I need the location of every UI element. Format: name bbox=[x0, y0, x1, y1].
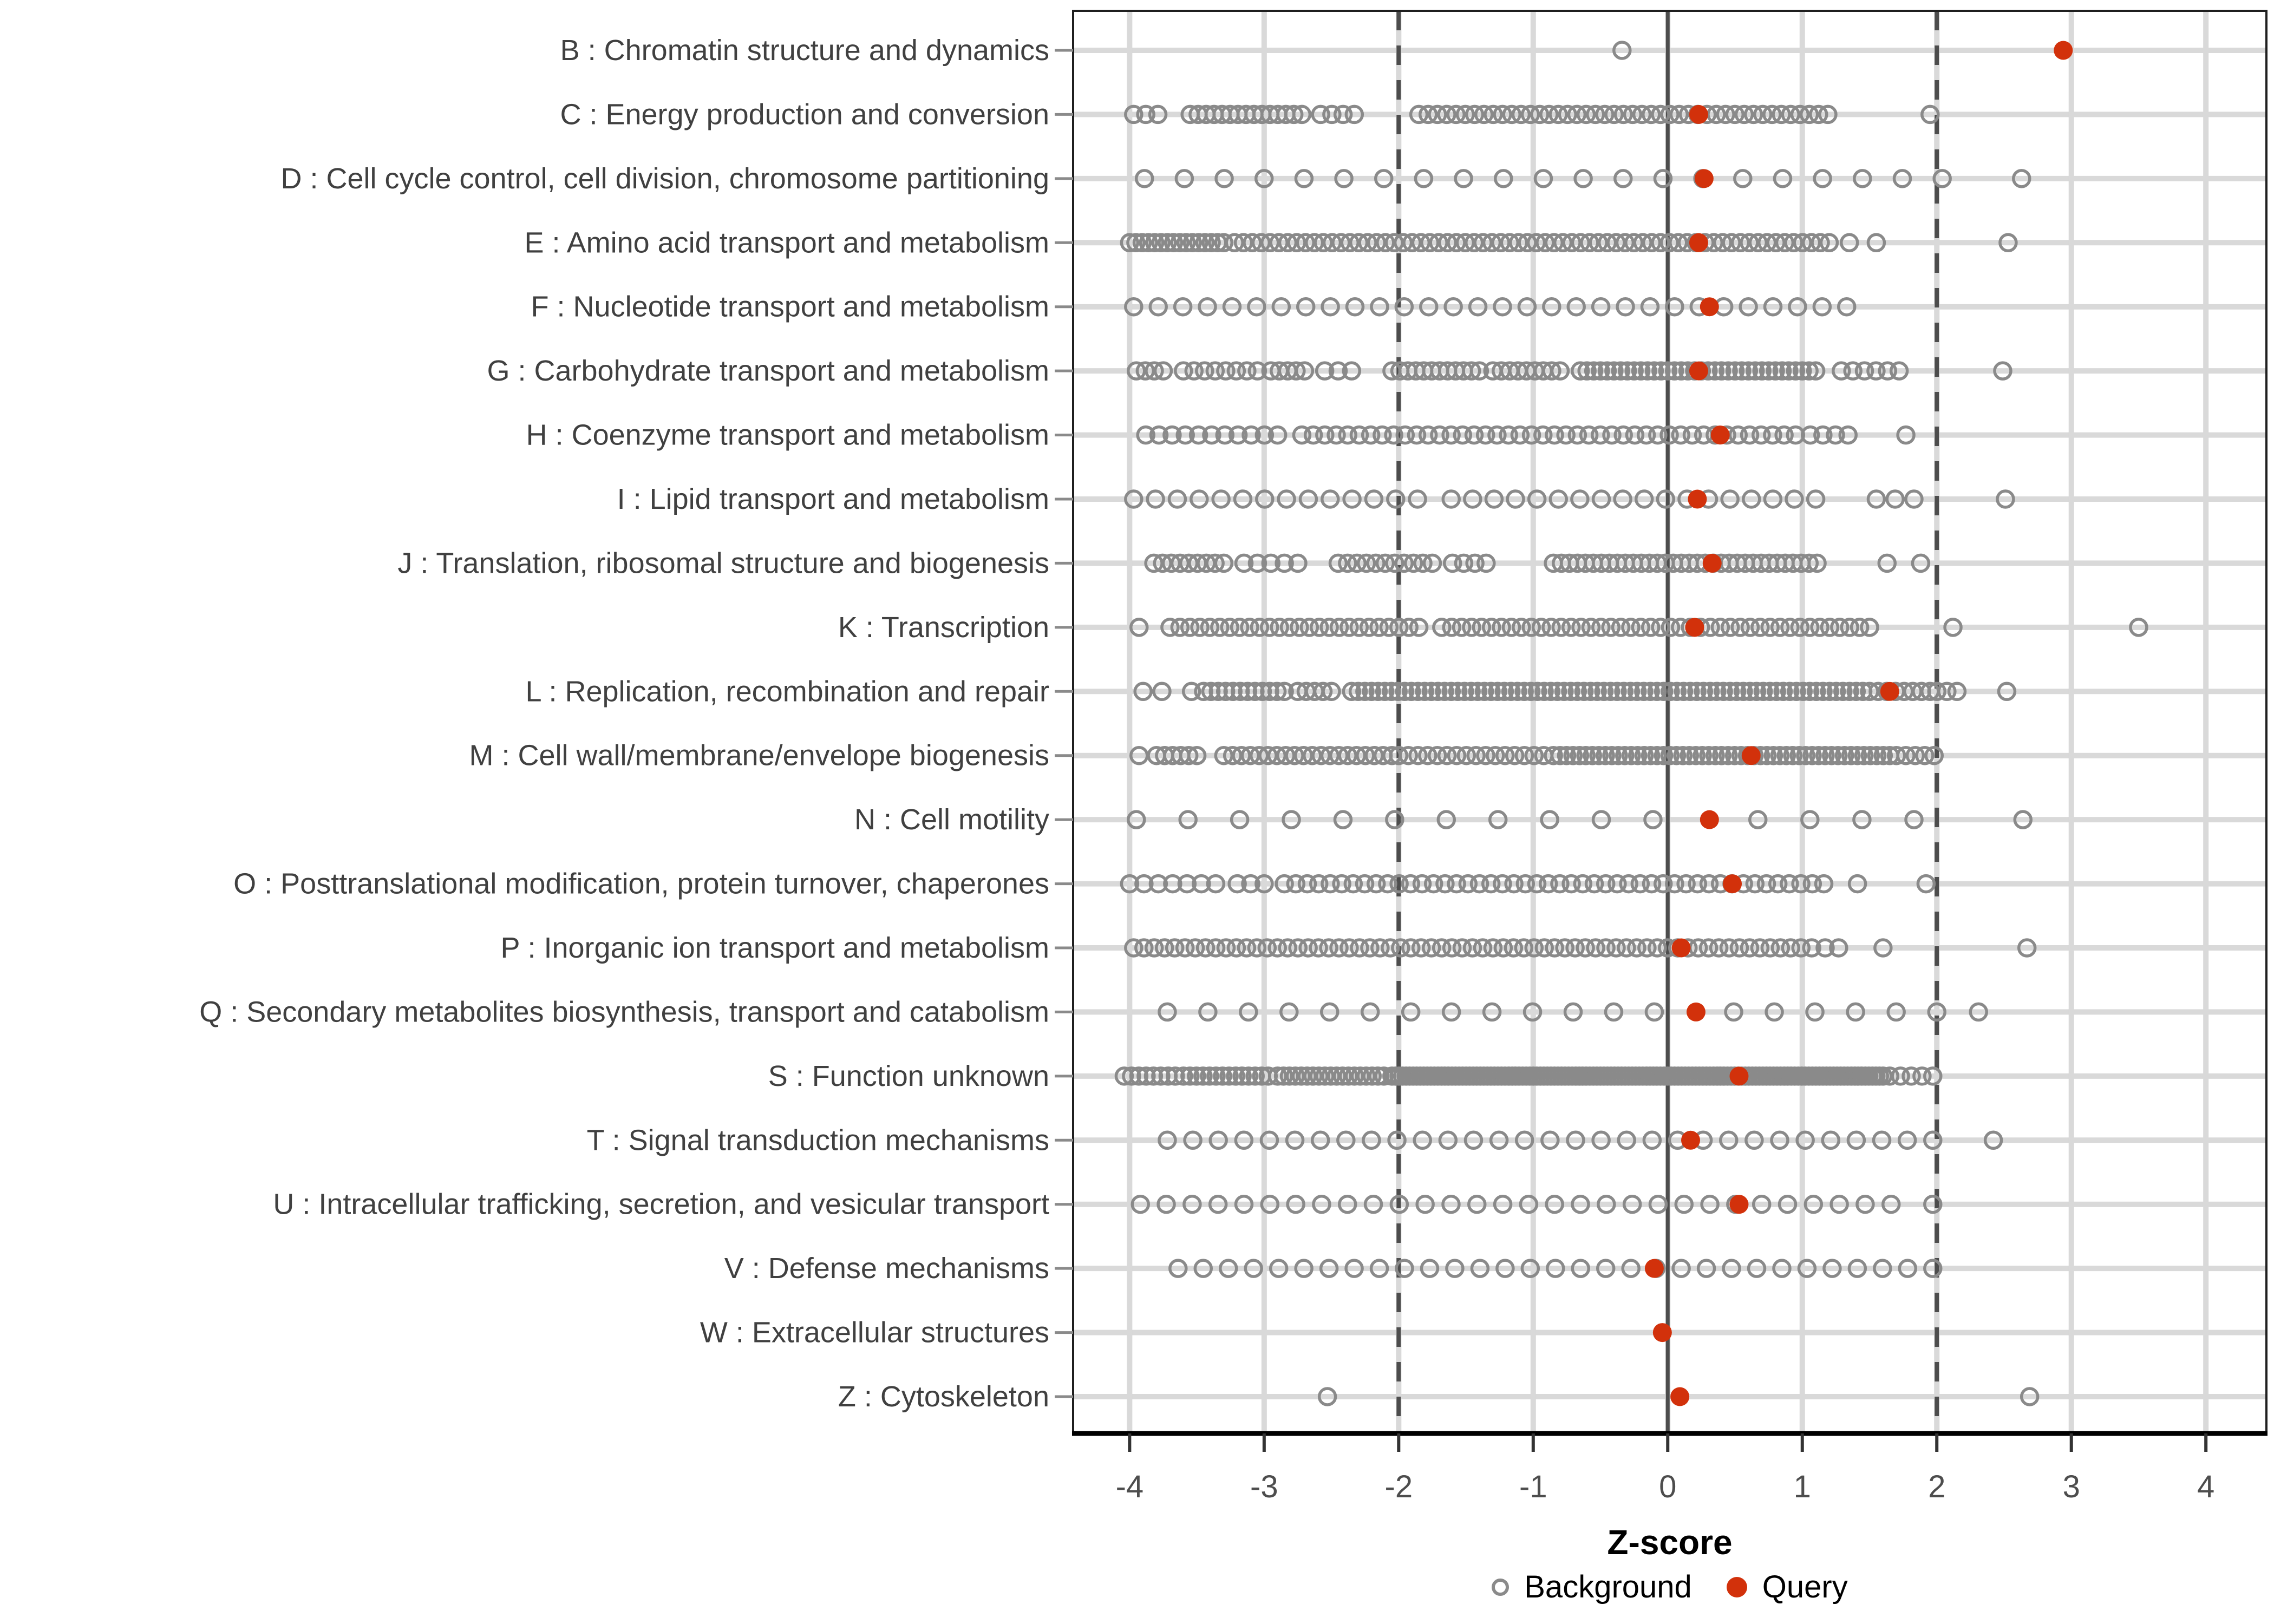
x-tick-label: -3 bbox=[1250, 1469, 1278, 1504]
query-point bbox=[1723, 874, 1742, 893]
category-label: I : Lipid transport and metabolism bbox=[617, 483, 1049, 515]
category-label: J : Translation, ribosomal structure and biogenesis bbox=[397, 547, 1049, 580]
query-point bbox=[1689, 233, 1708, 252]
x-tick-label: 2 bbox=[1928, 1469, 1946, 1504]
query-point bbox=[1685, 618, 1704, 637]
query-point bbox=[1700, 810, 1719, 829]
query-point bbox=[1670, 1387, 1689, 1406]
category-label: K : Transcription bbox=[838, 611, 1049, 644]
query-point bbox=[1700, 297, 1719, 316]
open-circle-icon bbox=[1492, 1579, 1509, 1596]
x-axis-title: Z-score bbox=[1607, 1523, 1733, 1562]
x-tick-label: -1 bbox=[1519, 1469, 1547, 1504]
category-label: E : Amino acid transport and metabolism bbox=[524, 226, 1049, 259]
query-point bbox=[1703, 554, 1722, 573]
category-label: P : Inorganic ion transport and metabolism bbox=[500, 932, 1049, 964]
query-point bbox=[1742, 746, 1761, 765]
query-point bbox=[1880, 682, 1899, 701]
query-point bbox=[1689, 105, 1708, 124]
category-label: C : Energy production and conversion bbox=[560, 98, 1049, 131]
x-tick-label: 3 bbox=[2062, 1469, 2080, 1504]
x-tick-label: 1 bbox=[1793, 1469, 1811, 1504]
legend-label-background: Background bbox=[1524, 1569, 1692, 1605]
category-label: Z : Cytoskeleton bbox=[838, 1380, 1049, 1413]
query-point bbox=[1711, 425, 1730, 444]
query-point bbox=[1695, 169, 1714, 188]
category-label: U : Intracellular trafficking, secretion, and vesicular transport bbox=[273, 1188, 1049, 1221]
query-point bbox=[1689, 362, 1708, 381]
category-label: T : Signal transduction mechanisms bbox=[586, 1124, 1049, 1157]
category-label: Q : Secondary metabolites biosynthesis, transport and catabolism bbox=[199, 996, 1049, 1029]
category-label: O : Posttranslational modification, protein turnover, chaperones bbox=[233, 867, 1049, 900]
query-point bbox=[1687, 1003, 1706, 1021]
filled-circle-icon bbox=[1727, 1577, 1747, 1597]
category-label: V : Defense mechanisms bbox=[724, 1252, 1049, 1285]
category-label: M : Cell wall/membrane/envelope biogenesis bbox=[469, 739, 1049, 772]
category-label: L : Replication, recombination and repair bbox=[525, 675, 1049, 708]
legend-item-background bbox=[1492, 1569, 1692, 1605]
query-point bbox=[1729, 1066, 1748, 1085]
category-label: B : Chromatin structure and dynamics bbox=[560, 34, 1049, 67]
category-label: N : Cell motility bbox=[854, 803, 1049, 836]
query-point bbox=[1681, 1131, 1700, 1150]
query-point bbox=[1672, 939, 1691, 958]
query-point bbox=[1688, 490, 1707, 509]
category-label: W : Extracellular structures bbox=[700, 1316, 1049, 1349]
query-point bbox=[1645, 1259, 1664, 1278]
category-label: S : Function unknown bbox=[768, 1059, 1049, 1092]
query-point bbox=[1729, 1195, 1748, 1214]
category-label: D : Cell cycle control, cell division, chromosome partitioning bbox=[280, 162, 1049, 195]
x-tick-label: 0 bbox=[1659, 1469, 1677, 1504]
legend-item-query bbox=[1727, 1569, 1848, 1605]
x-tick-label: -2 bbox=[1384, 1469, 1413, 1504]
category-label: G : Carbohydrate transport and metabolism bbox=[487, 355, 1049, 388]
query-point bbox=[1653, 1323, 1672, 1342]
x-tick-label: -4 bbox=[1115, 1469, 1144, 1504]
x-tick-label: 4 bbox=[2197, 1469, 2215, 1504]
legend-label-query: Query bbox=[1762, 1569, 1848, 1605]
category-label: H : Coenzyme transport and metabolism bbox=[526, 418, 1049, 451]
category-label: F : Nucleotide transport and metabolism bbox=[531, 290, 1049, 323]
query-point bbox=[2054, 41, 2073, 60]
legend bbox=[1073, 1569, 2266, 1605]
